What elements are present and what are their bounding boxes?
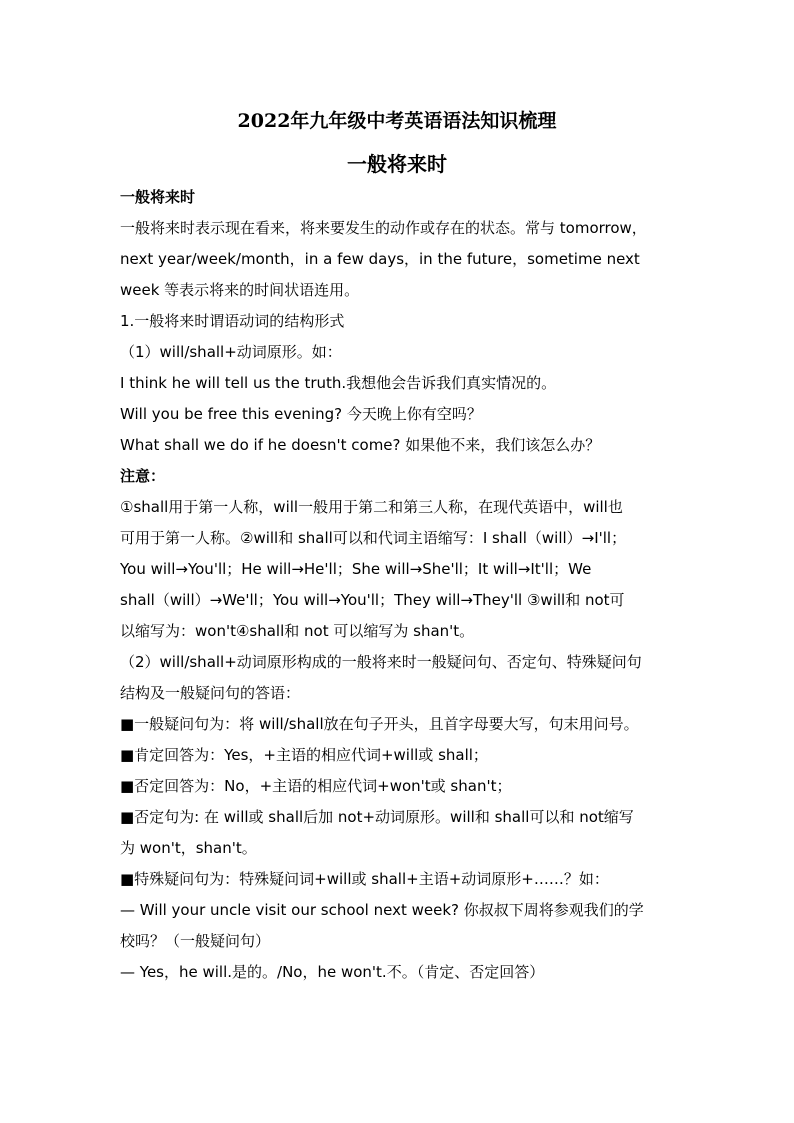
bullet-line: ■肯定回答为：Yes，+主语的相应代词+will或 shall； [120,746,488,764]
body-line: shall（will）→We'll；You will→You'll；They will→They'll ③will和 not可 [120,591,625,609]
body-line: 为 won't，shan't。 [120,839,257,857]
body-line: 一般将来时表示现在看来，将来要发生的动作或存在的状态。常与 tomorrow， [120,219,647,237]
document-title: 2022年九年级中考英语语法知识梳理 [237,110,557,132]
bullet-line: ■否定句为: 在 will或 shall后加 not+动词原形。will和 shall可以和 not缩写 [120,808,634,826]
body-line: （2）will/shall+动词原形构成的一般将来时一般疑问句、否定句、特殊疑问句 [120,653,642,671]
body-line: You will→You'll；He will→He'll；She will→She'll；It will→It'll；We [120,560,592,578]
body-line: next year/week/month，in a few days，in the future，sometime next [120,250,640,268]
body-line: 1.一般将来时谓语动词的结构形式 [120,312,345,330]
document-subtitle: 一般将来时 [347,152,447,176]
note-heading: 注意： [120,467,166,485]
example-line: Will you be free this evening? 今天晚上你有空吗？ [120,405,482,423]
body-line: week 等表示将来的时间状语连用。 [120,281,360,299]
example-line: I think he will tell us the truth.我想他会告诉我们真实情况的。 [120,374,557,392]
bullet-line: ■否定回答为：No，+主语的相应代词+won't或 shan't； [120,777,512,795]
body-line: 可用于第一人称。②will和 shall可以和代词主语缩写：I shall（will）→I'll； [120,529,627,547]
section-heading: 一般将来时 [120,188,196,206]
bullet-line: ■一般疑问句为：将 will/shall放在句子开头，且首字母要大写，句末用问号。 [120,715,639,733]
example-line: What shall we do if he doesn't come? 如果他不来，我们该怎么办？ [120,436,601,454]
body-line: 以缩写为：won't④shall和 not 可以缩写为 shan't。 [120,622,475,640]
example-line: — Will your uncle visit our school next week? 你叔叔下周将参观我们的学 [120,901,644,919]
example-line: 校吗？（一般疑问句） [120,932,271,950]
bullet-line: ■特殊疑问句为：特殊疑问词+will或 shall+主语+动词原形+……？如： [120,870,609,888]
body-line: ①shall用于第一人称，will一般用于第二和第三人称，在现代英语中，will也 [120,498,623,516]
body-line: （1）will/shall+动词原形。如： [120,343,342,361]
document-body [120,182,680,988]
body-line: 结构及一般疑问句的答语： [120,684,301,702]
example-line: — Yes，he will.是的。/No，he won't.不。（肯定、否定回答） [120,963,545,981]
